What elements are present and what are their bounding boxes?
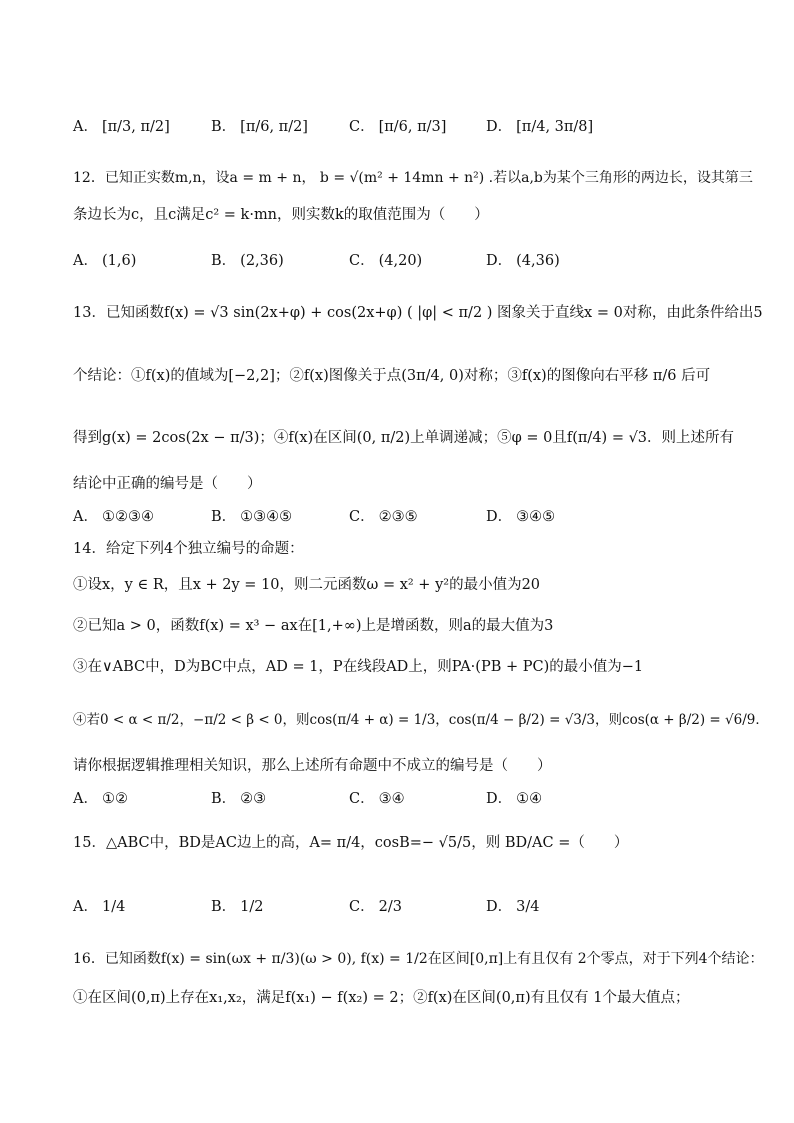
q14-option-d[interactable]: D． ①④ xyxy=(486,791,543,807)
q14-proposition-3: ③在∨ABC中，D为BC中点，AD = 1，P在线段AD上，则PA·(PB + PC)的最小值为−1 xyxy=(73,659,644,675)
q13-option-a[interactable]: A． ①②③④ xyxy=(73,509,154,525)
q13-option-b[interactable]: B． ①③④⑤ xyxy=(211,509,293,525)
q16-stem-line1: 16．已知函数f(x) = sin(ωx + π/3)(ω > 0), f(x) = 1/2在区间[0,π]上有且仅有 2个零点，对于下列4个结论： xyxy=(73,951,764,967)
q15-option-c[interactable]: C． 2/3 xyxy=(349,899,402,915)
q14-option-b[interactable]: B． ②③ xyxy=(211,791,267,807)
q12-stem-line2: 条边长为c，且c满足c² = k·mn，则实数k的取值范围为（ ） xyxy=(73,207,489,223)
q12-option-c[interactable]: C． (4,20) xyxy=(349,253,423,269)
q14-stem-question: 请你根据逻辑推理相关知识，那么上述所有命题中不成立的编号是（ ） xyxy=(73,758,552,774)
q14-proposition-4: ④若0 < α < π/2，−π/2 < β < 0，则cos(π/4 + α) = 1/3，cos(π/4 − β/2) = √3/3，则cos(α + β/2) = √6/9． xyxy=(73,712,769,728)
q15-option-b[interactable]: B． 1/2 xyxy=(211,899,264,915)
q13-option-c[interactable]: C． ②③⑤ xyxy=(349,509,418,525)
q14-proposition-2: ②已知a > 0，函数f(x) = x³ − ax在[1,+∞)上是增函数，则a的最大值为3 xyxy=(73,618,554,634)
q15-option-a[interactable]: A． 1/4 xyxy=(73,899,126,915)
q13-stem-line3: 得到g(x) = 2cos(2x − π/3)；④f(x)在区间(0, π/2)上单调递减；⑤φ = 0且f(π/4) = √3．则上述所有 xyxy=(73,430,735,446)
q14-option-c[interactable]: C． ③④ xyxy=(349,791,405,807)
q13-stem-line1: 13．已知函数f(x) = √3 sin(2x+φ) + cos(2x+φ) ( |φ| < π/2 ) 图象关于直线x = 0对称，由此条件给出5 xyxy=(73,305,763,321)
q11-option-a[interactable]: A． [π/3, π/2] xyxy=(73,119,170,135)
q13-stem-line4: 结论中正确的编号是（ ） xyxy=(73,476,262,492)
q14-stem-line1: 14．给定下列4个独立编号的命题： xyxy=(73,541,304,557)
q13-option-d[interactable]: D． ③④⑤ xyxy=(486,509,556,525)
q12-option-b[interactable]: B． (2,36) xyxy=(211,253,284,269)
q12-option-d[interactable]: D． (4,36) xyxy=(486,253,560,269)
q11-option-d[interactable]: D． [π/4, 3π/8] xyxy=(486,119,594,135)
q11-option-c[interactable]: C． [π/6, π/3] xyxy=(349,119,447,135)
q15-option-d[interactable]: D． 3/4 xyxy=(486,899,540,915)
q12-option-a[interactable]: A． (1,6) xyxy=(73,253,137,269)
q12-stem-line1: 12．已知正实数m,n，设a = m + n， b = √(m² + 14mn + n²) .若以a,b为某个三角形的两边长，设其第三 xyxy=(73,170,753,186)
q15-stem-line1: 15．△ABC中，BD是AC边上的高，A= π/4，cosB=− √5/5，则 BD/AC =（ ） xyxy=(73,835,629,851)
q14-proposition-1: ①设x，y ∈ R，且x + 2y = 10，则二元函数ω = x² + y²的最小值为20 xyxy=(73,577,541,593)
q11-option-b[interactable]: B． [π/6, π/2] xyxy=(211,119,308,135)
q13-stem-line2: 个结论：①f(x)的值域为[−2,2]；②f(x)图像关于点(3π/4, 0)对称；③f(x)的图像向右平移 π/6 后可 xyxy=(73,368,711,384)
q14-option-a[interactable]: A． ①② xyxy=(73,791,128,807)
q16-stem-line2: ①在区间(0,π)上存在x₁,x₂，满足f(x₁) − f(x₂) = 2；②f(x)在区间(0,π)有且仅有 1个最大值点； xyxy=(73,990,690,1006)
